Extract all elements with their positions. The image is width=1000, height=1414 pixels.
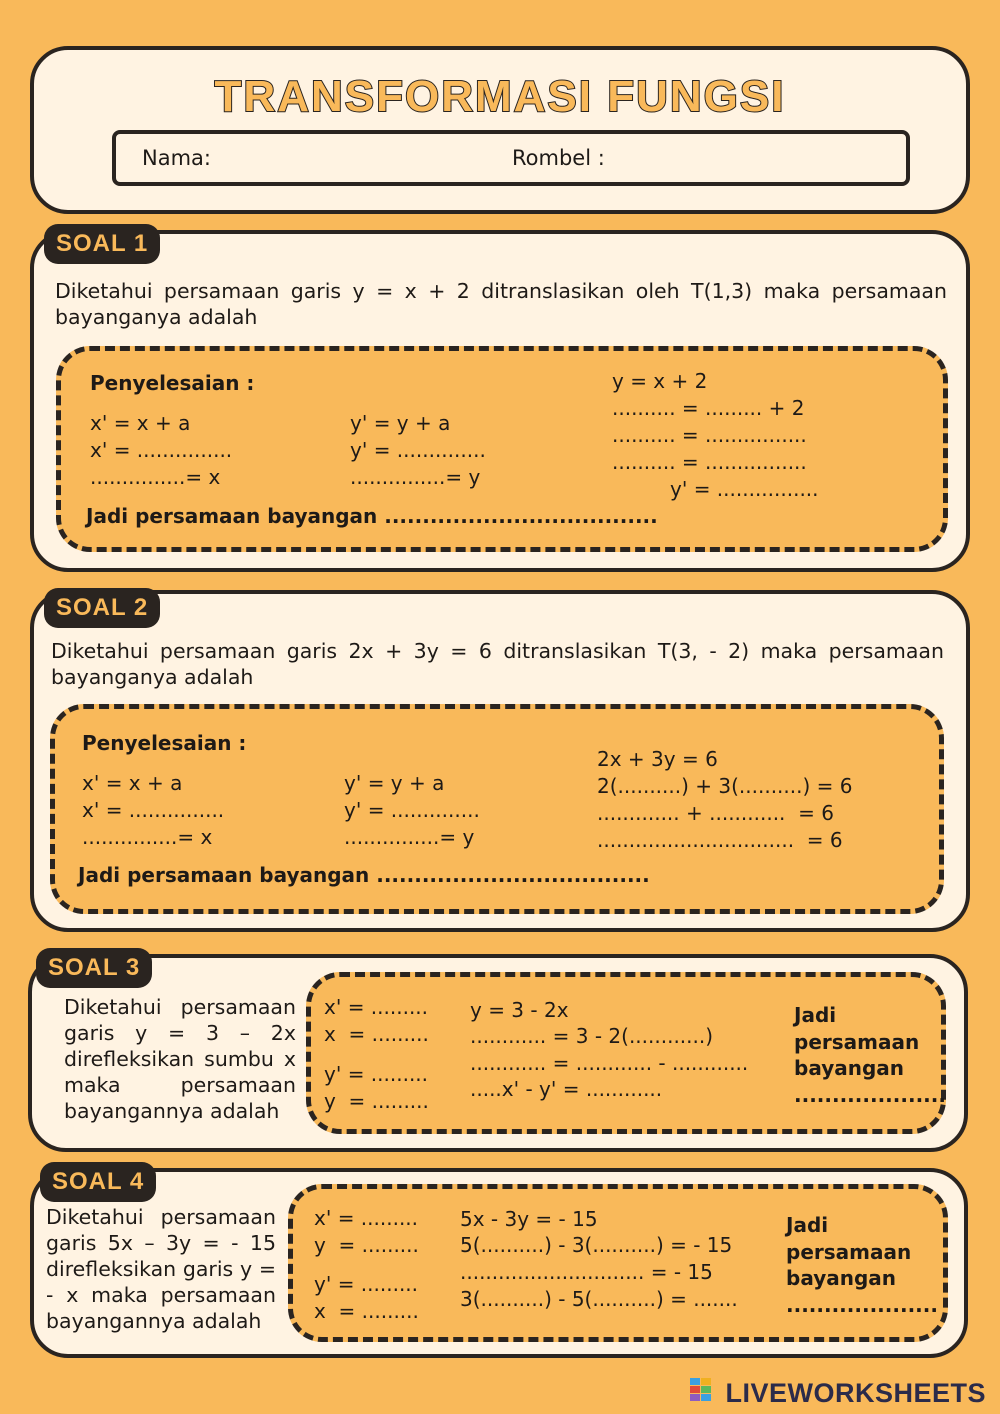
soal4-question-line2: garis 5x – 3y = - 15 <box>46 1231 276 1255</box>
soal1-badge: SOAL 1 <box>44 224 160 264</box>
name-rombel-box <box>112 130 910 186</box>
soal3-colB-2[interactable]: ............ = ............ - ............ <box>470 1051 749 1075</box>
soal3-conclusion-3[interactable]: .................... <box>794 1083 946 1107</box>
soal2-heading: Penyelesaian : <box>82 731 247 755</box>
soal4-conclusion-3[interactable]: .................... <box>786 1293 938 1317</box>
soal3-question-line5: bayangannya adalah <box>64 1099 280 1123</box>
soal3-colB-3[interactable]: .....x' - y' = ............ <box>470 1077 663 1101</box>
soal2-colA-2[interactable]: ...............= x <box>82 825 213 849</box>
soal1-colC-2[interactable]: .......... = ................ <box>612 423 807 447</box>
soal4-question-line4: - x maka persamaan <box>46 1283 276 1307</box>
soal1-colC-3[interactable]: .......... = ................ <box>612 450 807 474</box>
soal1-colA-0[interactable]: x' = x + a <box>90 411 191 435</box>
soal2-conclusion[interactable]: Jadi persamaan bayangan .................................... <box>78 863 650 887</box>
soal1-colA-1[interactable]: x' = ............... <box>90 438 233 462</box>
worksheet-title: TRANSFORMASI FUNGSI <box>214 72 786 121</box>
soal2-question-line1: Diketahui persamaan garis 2x + 3y = 6 ditranslasikan T(3, - 2) maka persamaan <box>51 639 944 663</box>
soal4-colA-2[interactable]: y' = ......... <box>314 1272 419 1296</box>
soal3-colA-0[interactable]: x' = ......... <box>324 995 429 1019</box>
soal2-colC-2[interactable]: ............. + ............ = 6 <box>597 801 834 825</box>
rombel-label: Rombel : <box>512 146 605 170</box>
soal4-colB-0: 5x - 3y = - 15 <box>460 1207 598 1231</box>
soal4-colA-0[interactable]: x' = ......... <box>314 1206 419 1230</box>
soal3-colB-1[interactable]: ............ = 3 - 2(............) <box>470 1024 714 1048</box>
soal4-question-line3: direfleksikan garis y = <box>46 1257 276 1281</box>
soal4-colB-3[interactable]: 3(..........) - 5(..........) = ....... <box>460 1287 738 1311</box>
soal1-question-line2: bayanganya adalah <box>55 305 258 329</box>
soal4-question-line1: Diketahui persamaan <box>46 1205 276 1229</box>
soal4-colA-1[interactable]: y = ......... <box>314 1233 419 1257</box>
soal3-conclusion-2: bayangan <box>794 1056 905 1080</box>
soal2-question-line2: bayanganya adalah <box>51 665 254 689</box>
soal2-colA-0[interactable]: x' = x + a <box>82 771 183 795</box>
soal1-colA-2[interactable]: ...............= x <box>90 465 221 489</box>
soal4-conclusion-0: Jadi <box>786 1213 829 1237</box>
soal4-question-line5: bayangannya adalah <box>46 1309 262 1333</box>
soal1-question-line1: Diketahui persamaan garis y = x + 2 ditranslasikan oleh T(1,3) maka persamaan <box>55 279 947 303</box>
liveworksheets-logo-icon <box>690 1378 712 1402</box>
soal2-badge: SOAL 2 <box>44 588 160 628</box>
soal4-question <box>46 1204 276 1334</box>
name-label: Nama: <box>142 146 211 170</box>
soal2-colB-0[interactable]: y' = y + a <box>344 771 445 795</box>
soal3-conclusion-0: Jadi <box>794 1003 837 1027</box>
soal2-colA-1[interactable]: x' = ............... <box>82 798 225 822</box>
liveworksheets-brand[interactable]: LIVEWORKSHEETS <box>725 1378 986 1408</box>
soal1-colB-2[interactable]: ...............= y <box>350 465 481 489</box>
soal4-colB-2[interactable]: ............................. = - 15 <box>460 1260 713 1284</box>
soal3-question-line4: maka persamaan <box>64 1073 296 1097</box>
soal2-question <box>51 638 944 690</box>
soal3-colA-2[interactable]: y' = ......... <box>324 1062 429 1086</box>
soal3-question-line2: garis y = 3 – 2x <box>64 1021 296 1045</box>
soal1-colC-1[interactable]: .......... = ......... + 2 <box>612 396 805 420</box>
soal4-colA-3[interactable]: x = ......... <box>314 1299 419 1323</box>
soal1-question <box>55 278 947 330</box>
soal4-conclusion-1: persamaan <box>786 1240 912 1264</box>
soal3-question-line1: Diketahui persamaan <box>64 995 296 1019</box>
soal3-badge: SOAL 3 <box>36 948 152 988</box>
soal3-colA-1[interactable]: x = ......... <box>324 1022 429 1046</box>
soal1-colB-1[interactable]: y' = .............. <box>350 438 486 462</box>
soal2-colC-0: 2x + 3y = 6 <box>597 747 718 771</box>
soal4-conclusion-2: bayangan <box>786 1266 897 1290</box>
soal1-colC-4[interactable]: y' = ................ <box>670 477 819 501</box>
soal3-question-line3: direfleksikan sumbu x <box>64 1047 296 1071</box>
soal3-colA-3[interactable]: y = ......... <box>324 1089 429 1113</box>
soal3-question <box>64 994 296 1124</box>
soal1-colB-0[interactable]: y' = y + a <box>350 411 451 435</box>
soal3-colB-0: y = 3 - 2x <box>470 998 569 1022</box>
soal4-badge: SOAL 4 <box>40 1162 156 1202</box>
soal2-colB-2[interactable]: ...............= y <box>344 825 475 849</box>
soal2-colC-1[interactable]: 2(..........) + 3(..........) = 6 <box>597 774 853 798</box>
soal1-conclusion[interactable]: Jadi persamaan bayangan .................................... <box>86 504 658 528</box>
soal1-colC-0: y = x + 2 <box>612 369 708 393</box>
soal3-conclusion-1: persamaan <box>794 1030 920 1054</box>
soal4-colB-1[interactable]: 5(..........) - 3(..........) = - 15 <box>460 1233 733 1257</box>
soal2-colC-3[interactable]: ............................... = 6 <box>597 828 843 852</box>
soal1-heading: Penyelesaian : <box>90 371 255 395</box>
soal2-colB-1[interactable]: y' = .............. <box>344 798 480 822</box>
